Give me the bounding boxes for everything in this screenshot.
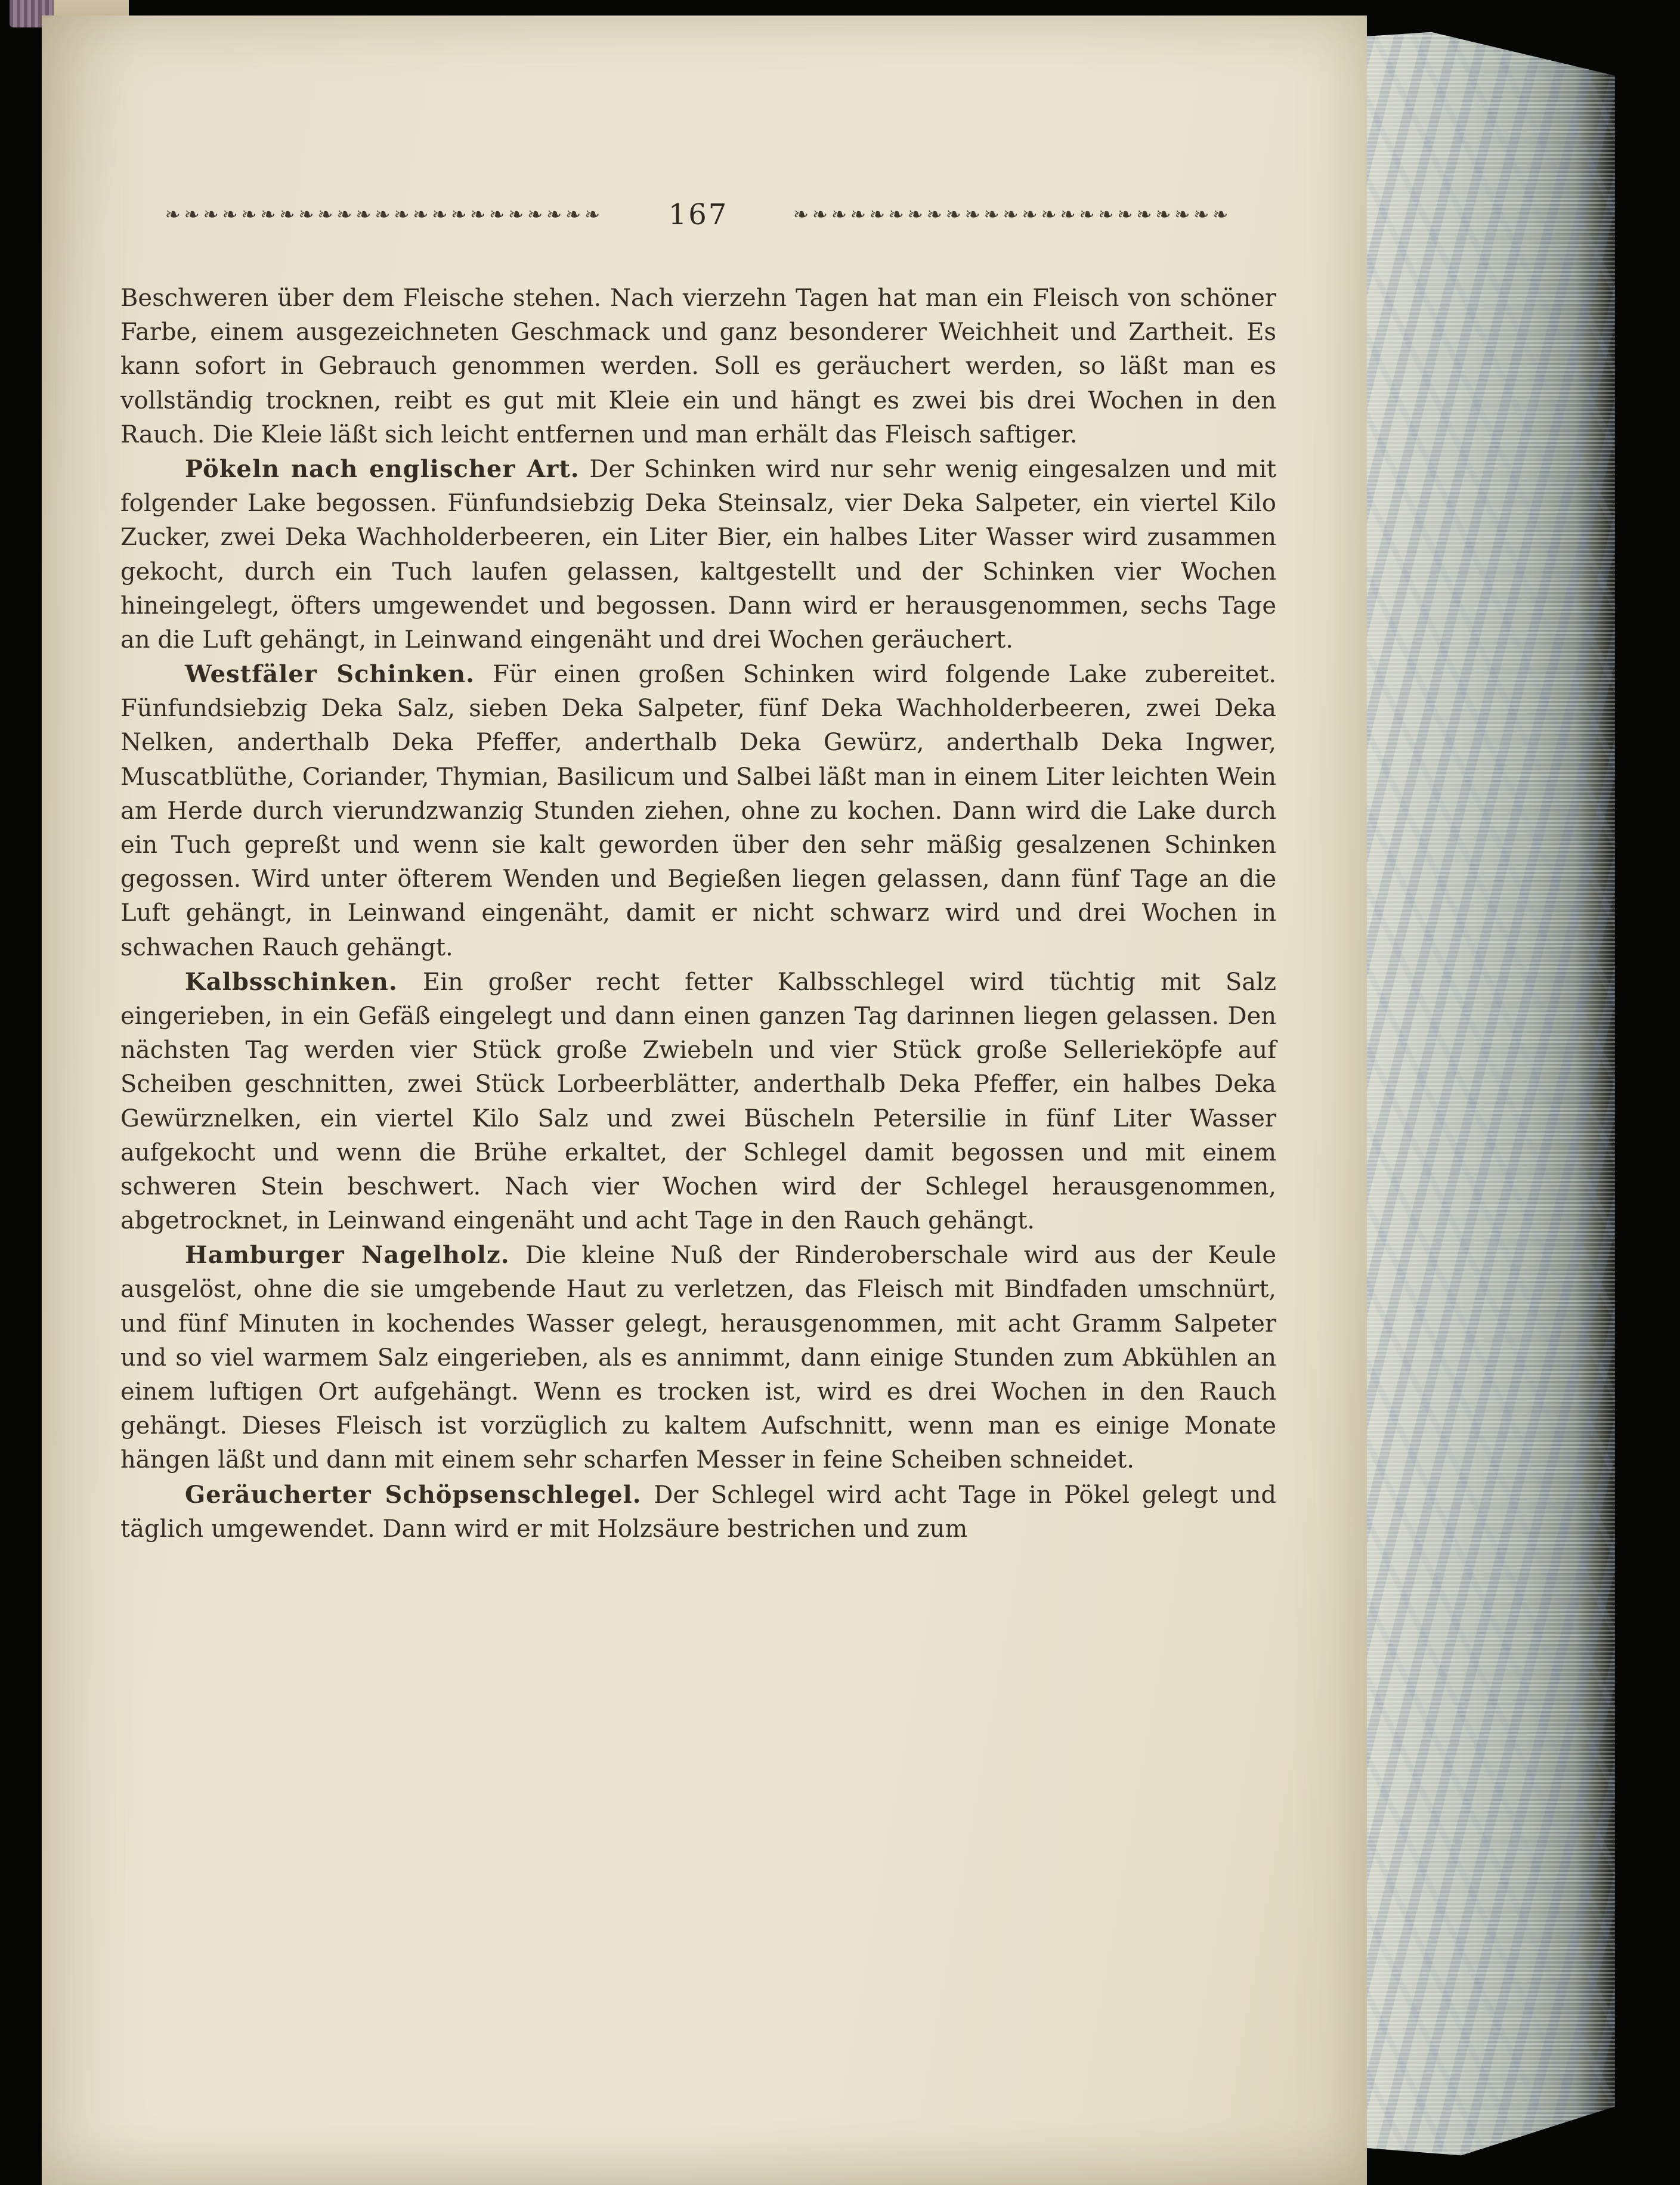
paragraph — [120, 452, 1276, 657]
paragraph-text: Der Schlegel wird acht Tage in Pökel gelegt und täglich umgewendet. Dann wird er mit Holzsäure bestrichen und zum — [120, 1481, 1277, 1543]
page-header — [120, 198, 1276, 231]
paragraph-text: Die kleine Nuß der Rinderoberschale wird aus der Keule ausgelöst, ohne die sie umgebende Haut zu verletzen, das Fleisch mit Bindfaden umschnürt, und fünf Minuten in kochendes Wasser gelegt, herausgenommen, mit acht Gramm Salpeter und so viel warmem Salz eingerieben, als es annimmt, dann einige Stunden zum Abkühlen an einem luftigen Ort aufgehängt. Wenn es trocken ist, wird es drei Wochen in den Rauch gehängt. Dieses Fleisch ist vorzüglich zu kaltem Aufschnitt, wenn man es einige Monate hängen läßt und dann mit einem sehr scharfen Messer in feine Scheiben schneidet. — [120, 1242, 1276, 1474]
section-heading: Geräucherter Schöpsenschlegel. — [185, 1480, 642, 1509]
paragraph-text: Ein großer recht fetter Kalbsschlegel wird tüchtig mit Salz eingerieben, in ein Gefäß eingelegt und dann einen ganzen Tag darinnen liegen gelassen. Den nächsten Tag werden vier Stück große Zwiebeln und vier Stück große Sellerieköpfe auf Scheiben geschnitten, zwei Stück Lorbeerblätter, anderthalb Deka Pfeffer, ein halbes Deka Gewürznelken, ein viertel Kilo Salz und zwei Büscheln Petersilie in fünf Liter Wasser aufgekocht und wenn die Brühe erkaltet, der Schlegel damit begossen und mit einem schweren Stein beschwert. Nach vier Wochen wird der Schlegel herausgenommen, abgetrocknet, in Leinwand eingenäht und acht Tage in den Rauch gehängt. — [120, 968, 1276, 1235]
header-ornament-right-icon: ❧❧❧❧❧❧❧❧❧❧❧❧❧❧❧❧❧❧❧❧❧❧❧ — [793, 204, 1232, 225]
paragraph-text: Der Schinken wird nur sehr wenig eingesalzen und mit folgender Lake begossen. Fünfundsiebzig Deka Steinsalz, vier Deka Salpeter, ein viertel Kilo Zucker, zwei Deka Wachholderbeeren, ein Liter Bier, ein halbes Liter Wasser wird zusammen gekocht, durch ein Tuch laufen gelassen, kaltgestellt und der Schinken vier Wochen hineingelegt, öfters umgewendet und begossen. Dann wird er herausgenommen, sechs Tage an die Luft gehängt, in Leinwand eingenäht und drei Wochen geräuchert. — [120, 455, 1276, 654]
section-heading: Kalbsschinken. — [185, 967, 398, 996]
paragraph — [120, 965, 1276, 1239]
header-ornament-left-icon: ❧❧❧❧❧❧❧❧❧❧❧❧❧❧❧❧❧❧❧❧❧❧❧ — [165, 204, 604, 225]
paragraph-text: Beschweren über dem Fleische stehen. Nach vierzehn Tagen hat man ein Fleisch von schöner Farbe, einem ausgezeichneten Geschmack und ganz besonderer Weichheit und Zartheit. Es kann sofort in Gebrauch genommen werden. Soll es geräuchert werden, so läßt man es vollständig trocknen, reibt es gut mit Kleie ein und hängt es zwei bis drei Wochen in den Rauch. Die Kleie läßt sich leicht entfernen und man erhält das Fleisch saftiger. — [120, 284, 1276, 448]
page-edges — [1367, 31, 1615, 2158]
paragraph — [120, 1238, 1276, 1477]
section-heading: Pökeln nach englischer Art. — [185, 454, 580, 483]
paragraph — [120, 281, 1276, 452]
book-page — [42, 16, 1367, 2185]
paragraph — [120, 657, 1276, 965]
page-content-area — [42, 16, 1367, 1546]
paragraph — [120, 1478, 1276, 1546]
paragraph-text: Für einen großen Schinken wird folgende Lake zubereitet. Fünfundsiebzig Deka Salz, sieben Deka Salpeter, fünf Deka Wachholderbeeren, zwei Deka Nelken, anderthalb Deka Pfeffer, anderthalb Deka Gewürz, anderthalb Deka Ingwer, Muscatblüthe, Coriander, Thymian, Basilicum und Salbei läßt man in einem Liter leichten Wein am Herde durch vierundzwanzig Stunden ziehen, ohne zu kochen. Dann wird die Lake durch ein Tuch gepreßt und wenn sie kalt geworden über den sehr mäßig gesalzenen Schinken gegossen. Wird unter öfterem Wenden und Begießen liegen gelassen, dann fünf Tage an die Luft gehängt, in Leinwand eingenäht, damit er nicht schwarz wird und drei Wochen in schwachen Rauch gehängt. — [120, 661, 1276, 961]
page-number: 167 — [668, 198, 729, 231]
body-text — [120, 281, 1276, 1546]
section-heading: Hamburger Nagelholz. — [185, 1241, 510, 1270]
section-heading: Westfäler Schinken. — [185, 660, 475, 689]
